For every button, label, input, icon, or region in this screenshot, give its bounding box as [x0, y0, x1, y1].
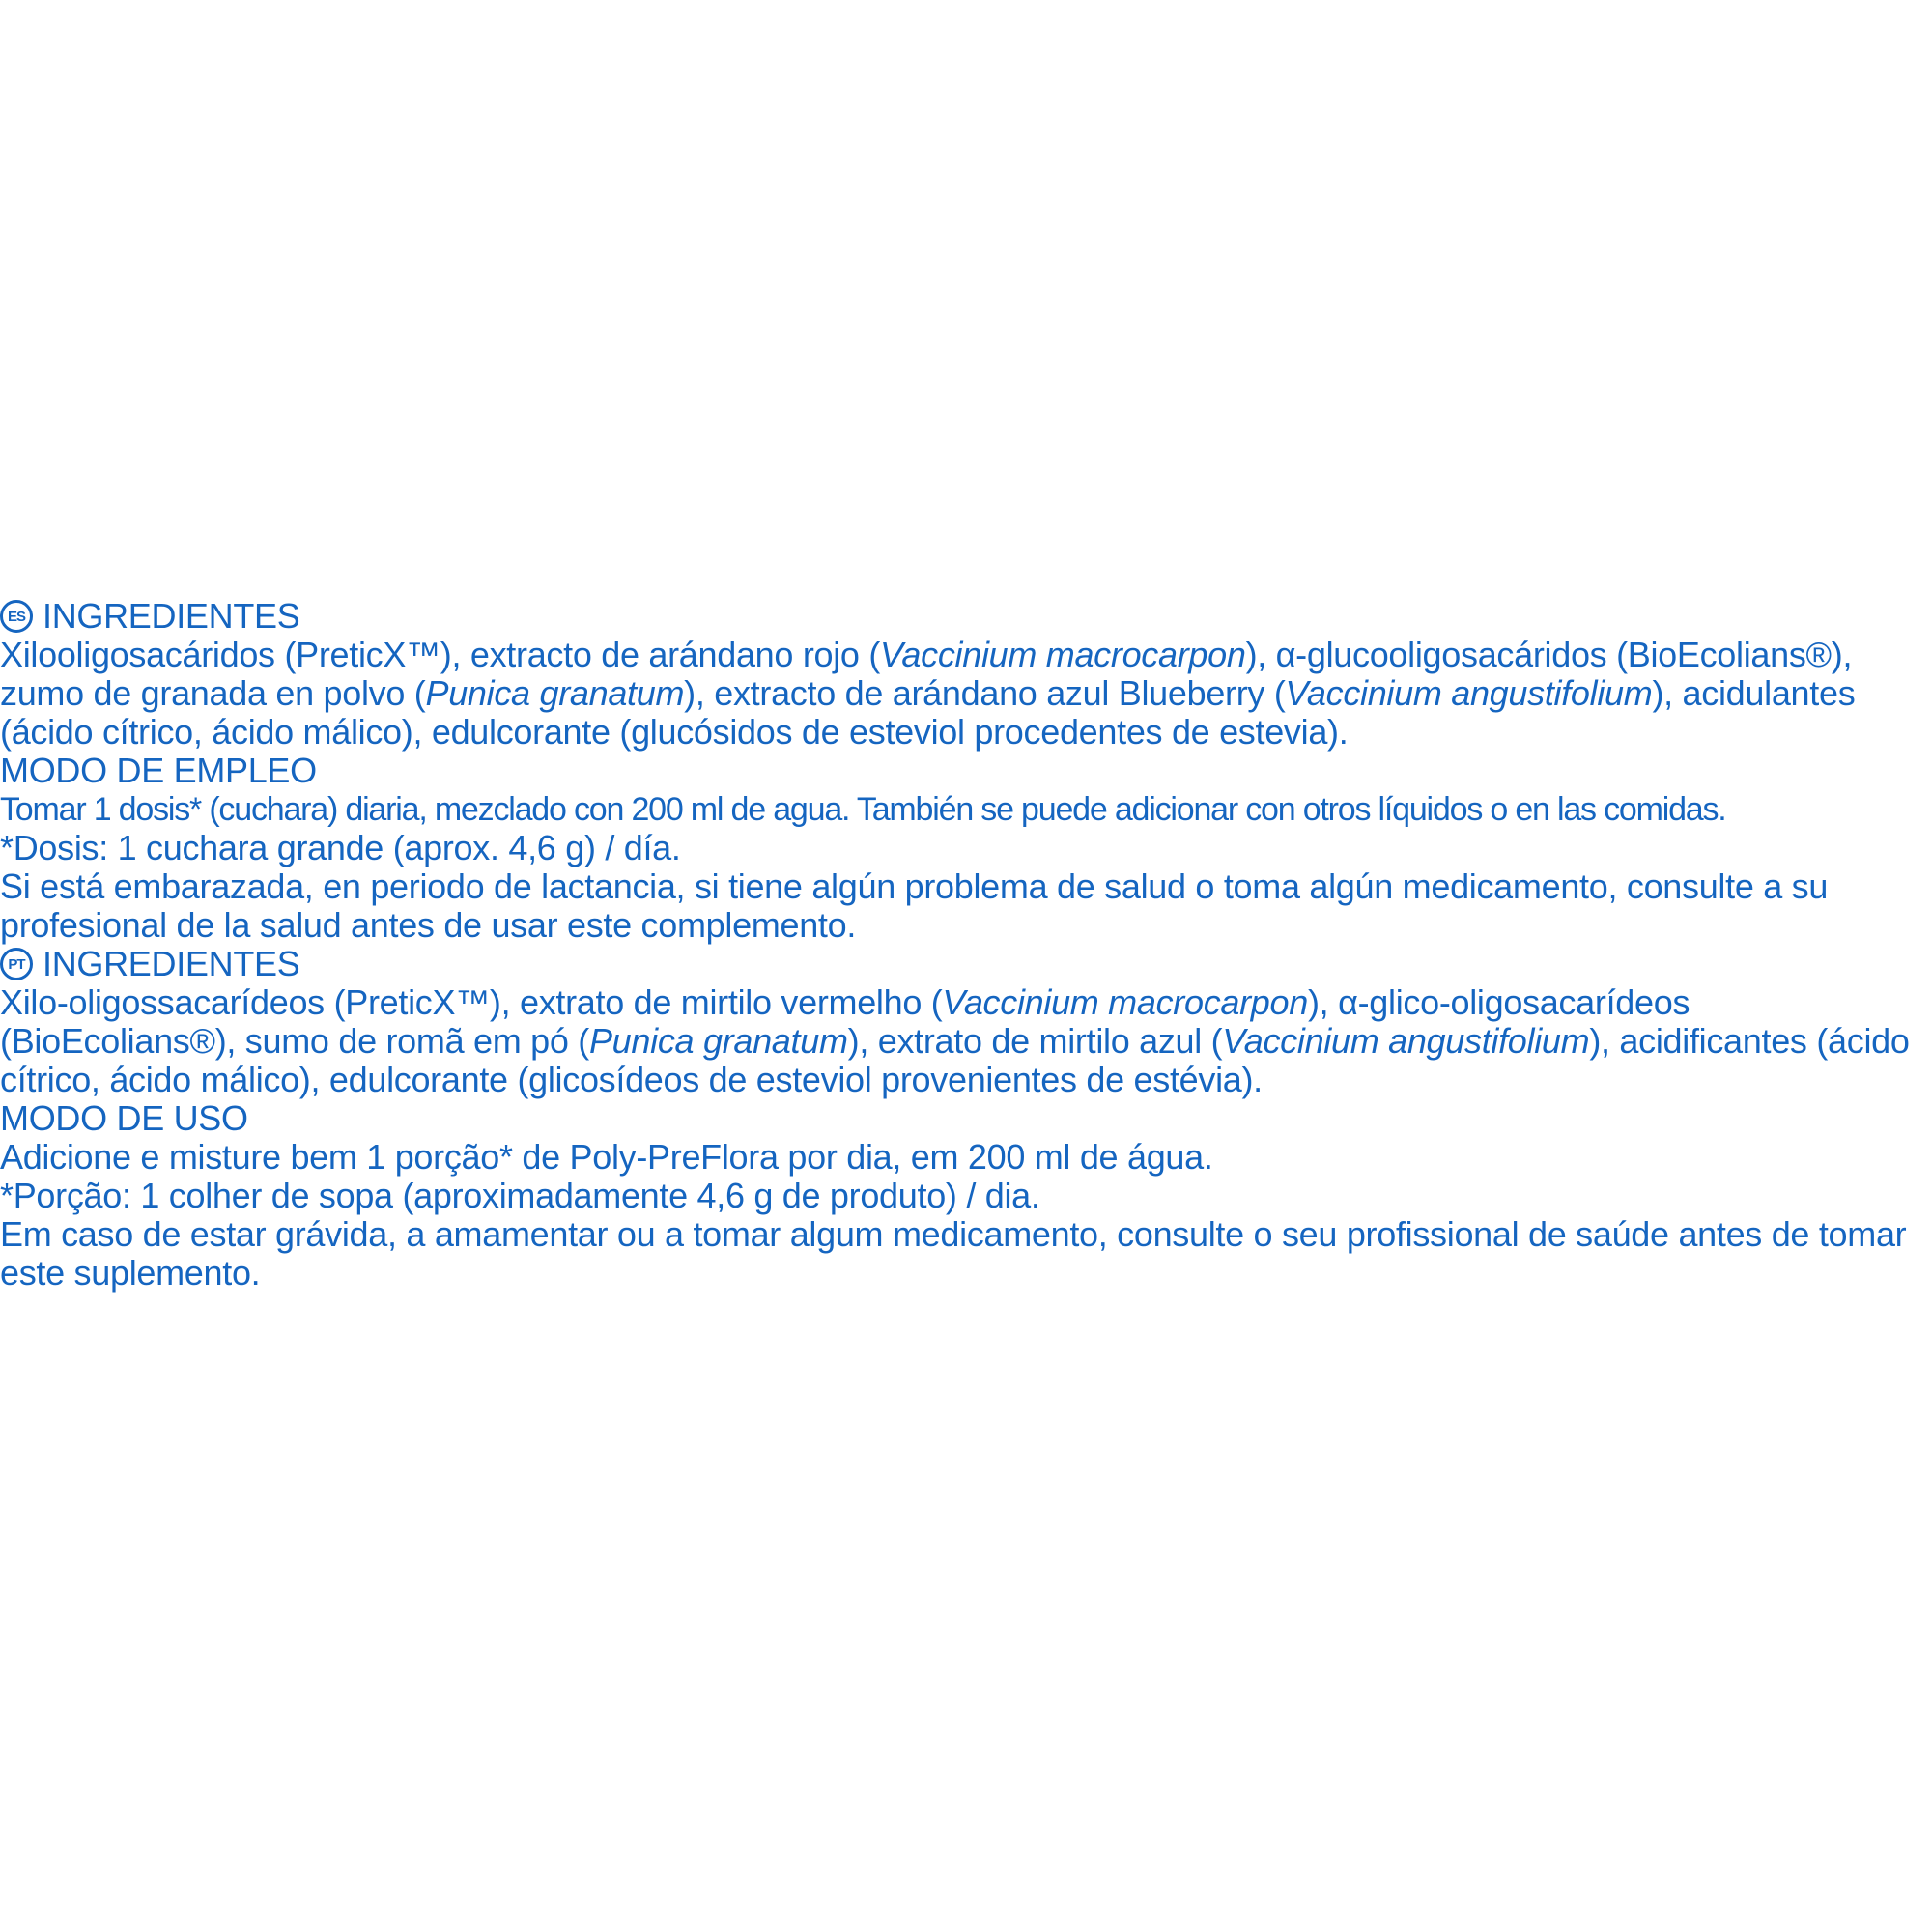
es-ingredients-heading — [0, 597, 1932, 636]
pt-ingredients-list: Xilo-oligossacarídeos (PreticX™), extrato de mirtilo vermelho (Vaccinium macrocarpon), α-glico-oligosacarídeos (BioEcolians®), sumo de romã em pó (Punica granatum), extrato de mirtilo azul (Vaccinium angustifolium), acidificantes (ácido cítrico, ácido málico), edulcorante (glicosídeos de esteviol provenientes de estévia). — [0, 982, 1910, 1099]
es-dose-note: *Dosis: 1 cuchara grande (aprox. 4,6 g) / día. — [0, 828, 681, 867]
pt-usage-title: MODO DE USO — [0, 1098, 248, 1138]
pt-dose-note: *Porção: 1 colher de sopa (aproximadamente 4,6 g de produto) / dia. — [0, 1176, 1040, 1215]
pt-ingredients-heading — [0, 945, 1932, 983]
pt-language-icon: PT — [0, 948, 33, 980]
pt-ingredients-title: INGREDIENTES — [43, 944, 300, 983]
pt-warning: Em caso de estar grávida, a amamentar ou a tomar algum medicamento, consulte o seu profissional de saúde antes de tomar este suplemento. — [0, 1214, 1907, 1293]
product-label-text — [0, 597, 1932, 1293]
es-usage-instructions: Tomar 1 dosis* (cuchara) diaria, mezclado con 200 ml de agua. También se puede adicionar con otros líquidos o en las comidas. — [0, 791, 1726, 828]
pt-usage-instructions: Adicione e misture bem 1 porção* de Poly-PreFlora por dia, em 200 ml de água. — [0, 1137, 1213, 1177]
es-ingredients-list: Xilooligosacáridos (PreticX™), extracto de arándano rojo (Vaccinium macrocarpon), α-glucooligosacáridos (BioEcolians®), zumo de granada en polvo (Punica granatum), extracto de arándano azul Blueberry (Vaccinium angustifolium), acidulantes (ácido cítrico, ácido málico), edulcorante (glucósidos de esteviol procedentes de estevia). — [0, 635, 1856, 752]
es-ingredients-title: INGREDIENTES — [43, 596, 300, 636]
es-usage-title: MODO DE EMPLEO — [0, 751, 317, 790]
es-language-icon: ES — [0, 600, 33, 633]
es-warning: Si está embarazada, en periodo de lactancia, si tiene algún problema de salud o toma algún medicamento, consulte a su profesional de la salud antes de usar este complemento. — [0, 867, 1829, 945]
